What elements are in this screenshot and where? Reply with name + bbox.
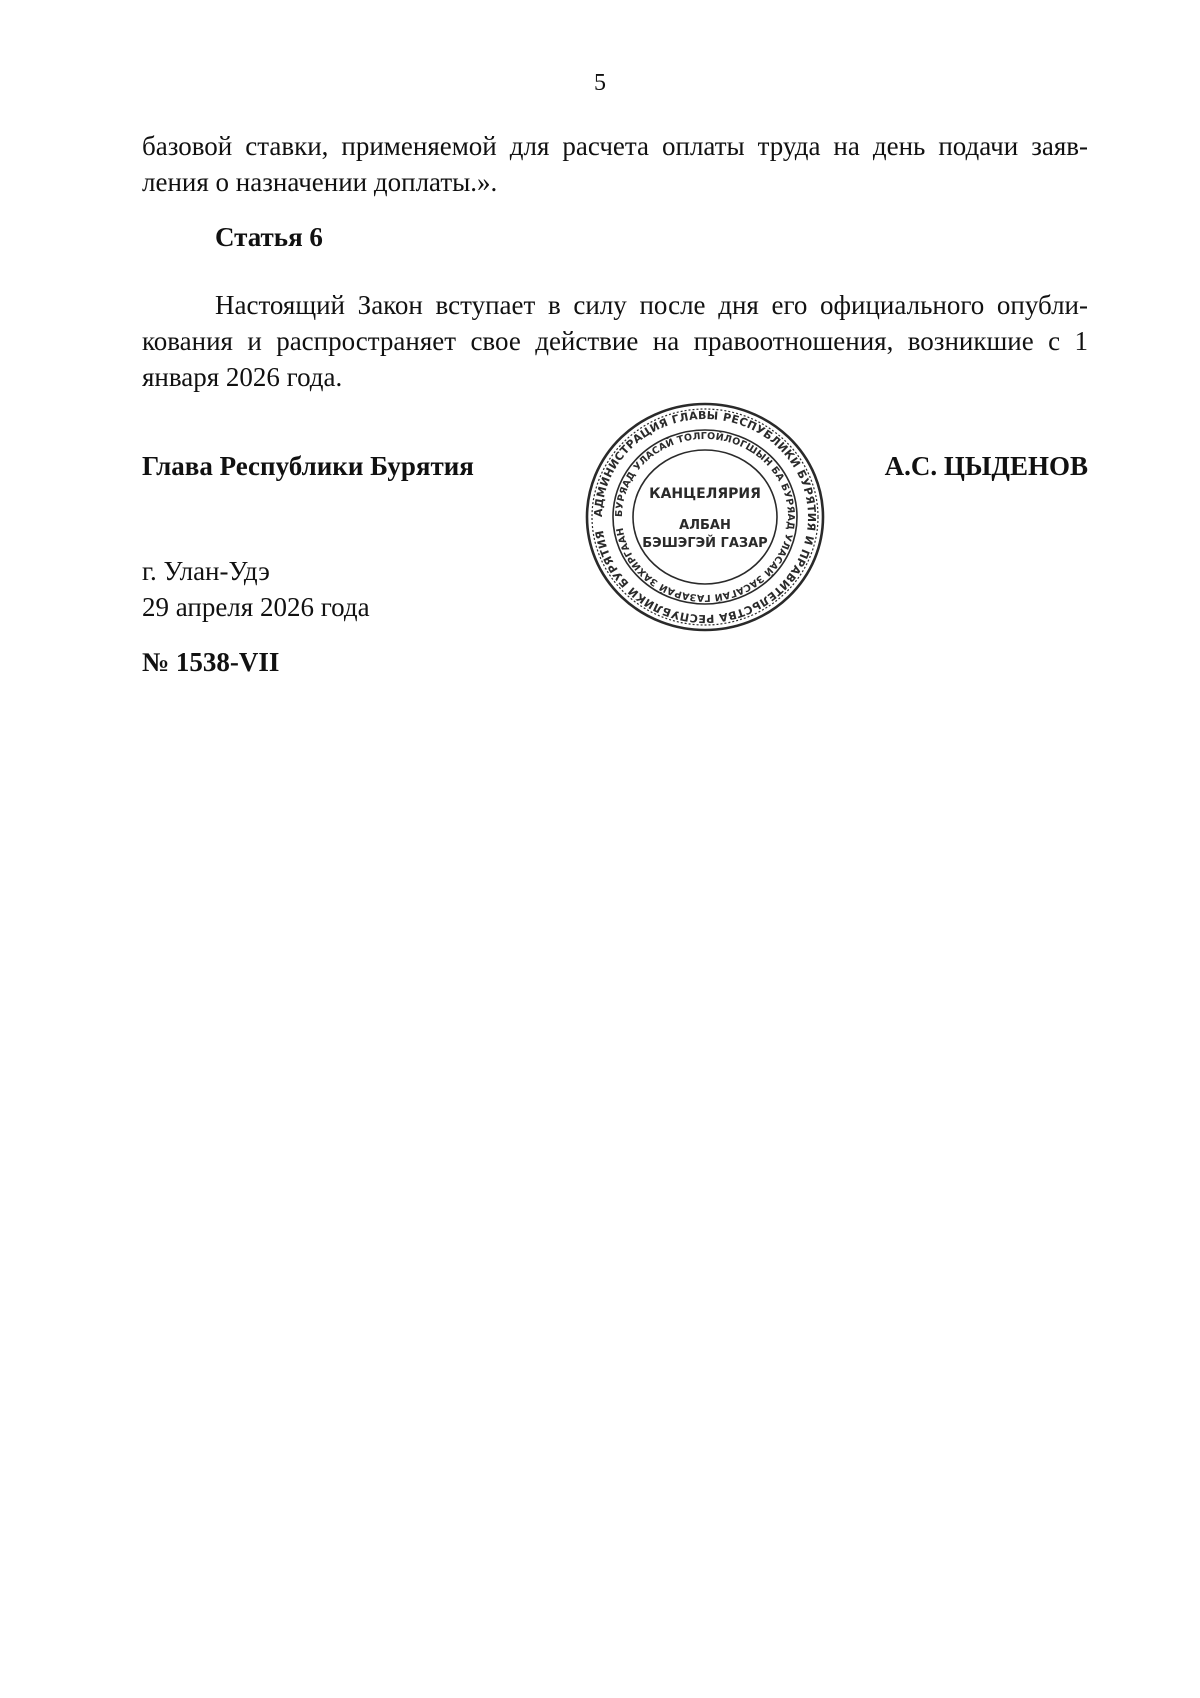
seal-inner-text: БУРЯАД УЛАСАЙ ТОЛГОЙЛОГШЫН БА БУРЯАД УЛАСАЙ ЗАСАГАЙ ГАЗАРАЙ ЗАХИРГААН	[613, 430, 797, 604]
page-number: 5	[594, 70, 606, 96]
paragraph-line: января 2026 года.	[142, 362, 343, 392]
seal-outer-text: АДМИНИСТРАЦИЯ ГЛАВЫ РЕСПУБЛИКИ БУРЯТИЯ И ПРАВИТЕЛЬСТВА РЕСПУБЛИКИ БУРЯТИЯ	[591, 408, 819, 626]
place-and-date	[142, 553, 370, 625]
city: г. Улан-Удэ	[142, 556, 270, 586]
paragraph-continuation	[142, 128, 1088, 200]
paragraph-line: кования и распространяет свое действие на правоотношения, возникшие с 1	[142, 326, 1088, 356]
seal-center-line-3: БЭШЭГЭЙ ГАЗАР	[642, 536, 768, 551]
paragraph-line: ления о назначении доплаты.».	[142, 167, 498, 197]
article-heading: Статья 6	[215, 222, 323, 252]
seal-center-line-1: КАНЦЕЛЯРИЯ	[649, 486, 761, 502]
paragraph-line: базовой ставки, применяемой для расчета оплаты труда на день подачи заяв-	[142, 131, 1088, 161]
paragraph-line: Настоящий Закон вступает в силу после дня его официального опубли-	[215, 290, 1088, 320]
official-seal	[580, 397, 830, 637]
article-6-paragraph	[142, 287, 1088, 395]
signatory-name: А.С. ЦЫДЕНОВ	[884, 451, 1088, 481]
seal-inner-ring	[633, 450, 777, 584]
law-number: № 1538-VII	[142, 647, 280, 677]
signatory-title: Глава Республики Бурятия	[142, 451, 474, 481]
seal-center-line-2: АЛБАН	[679, 518, 731, 533]
date: 29 апреля 2026 года	[142, 592, 370, 622]
